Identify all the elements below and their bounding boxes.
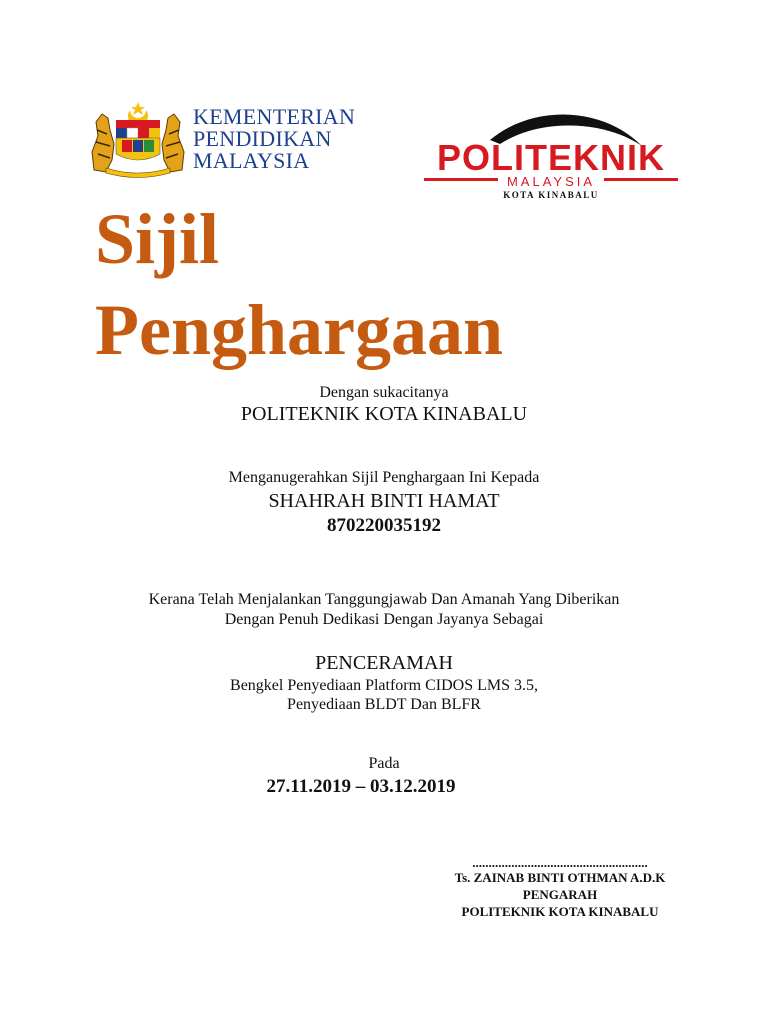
politeknik-sub: MALAYSIA (506, 174, 596, 189)
politeknik-campus: KOTA KINABALU (503, 190, 599, 200)
recipient-id: 870220035192 (327, 515, 441, 536)
ministry-line-3: MALAYSIA (193, 148, 310, 173)
signatory-name: Ts. ZAINAB BINTI OTHMAN A.D.K (454, 870, 666, 885)
ministry-line-1: KEMENTERIAN (193, 104, 356, 129)
event-line-2: Penyediaan BLDT Dan BLFR (287, 696, 481, 713)
date-label: Pada (368, 755, 400, 772)
signature-block (430, 857, 690, 920)
role-title: PENCERAMAH (315, 652, 453, 674)
institution-name: POLITEKNIK KOTA KINABALU (240, 403, 528, 425)
certificate-title-line-1: Sijil (95, 199, 220, 279)
intro-text: Dengan sukacitanya (319, 384, 449, 401)
signature-line: ...................................................... (472, 855, 648, 870)
ministry-line-2: PENDIDIKAN (193, 126, 332, 151)
certificate-title-line-2: Penghargaan (95, 290, 504, 370)
reason-line-1: Kerana Telah Menjalankan Tanggungjawab Dan Amanah Yang Diberikan (148, 591, 620, 608)
reason-line-2: Dengan Penuh Dedikasi Dengan Jayanya Sebagai (224, 611, 544, 628)
ministry-name (193, 106, 355, 172)
politeknik-wordmark: POLITEKNIK (436, 137, 666, 178)
politeknik-logo (420, 108, 682, 200)
event-line-1: Bengkel Penyediaan Platform CIDOS LMS 3.5, (230, 677, 538, 694)
award-line: Menganugerahkan Sijil Penghargaan Ini Kepada (228, 469, 540, 486)
signatory-position: PENGARAH (522, 887, 598, 902)
recipient-name: SHAHRAH BINTI HAMAT (268, 490, 500, 512)
signatory-institution: POLITEKNIK KOTA KINABALU (461, 904, 659, 919)
date-range: 27.11.2019 – 03.12.2019 (266, 776, 456, 797)
